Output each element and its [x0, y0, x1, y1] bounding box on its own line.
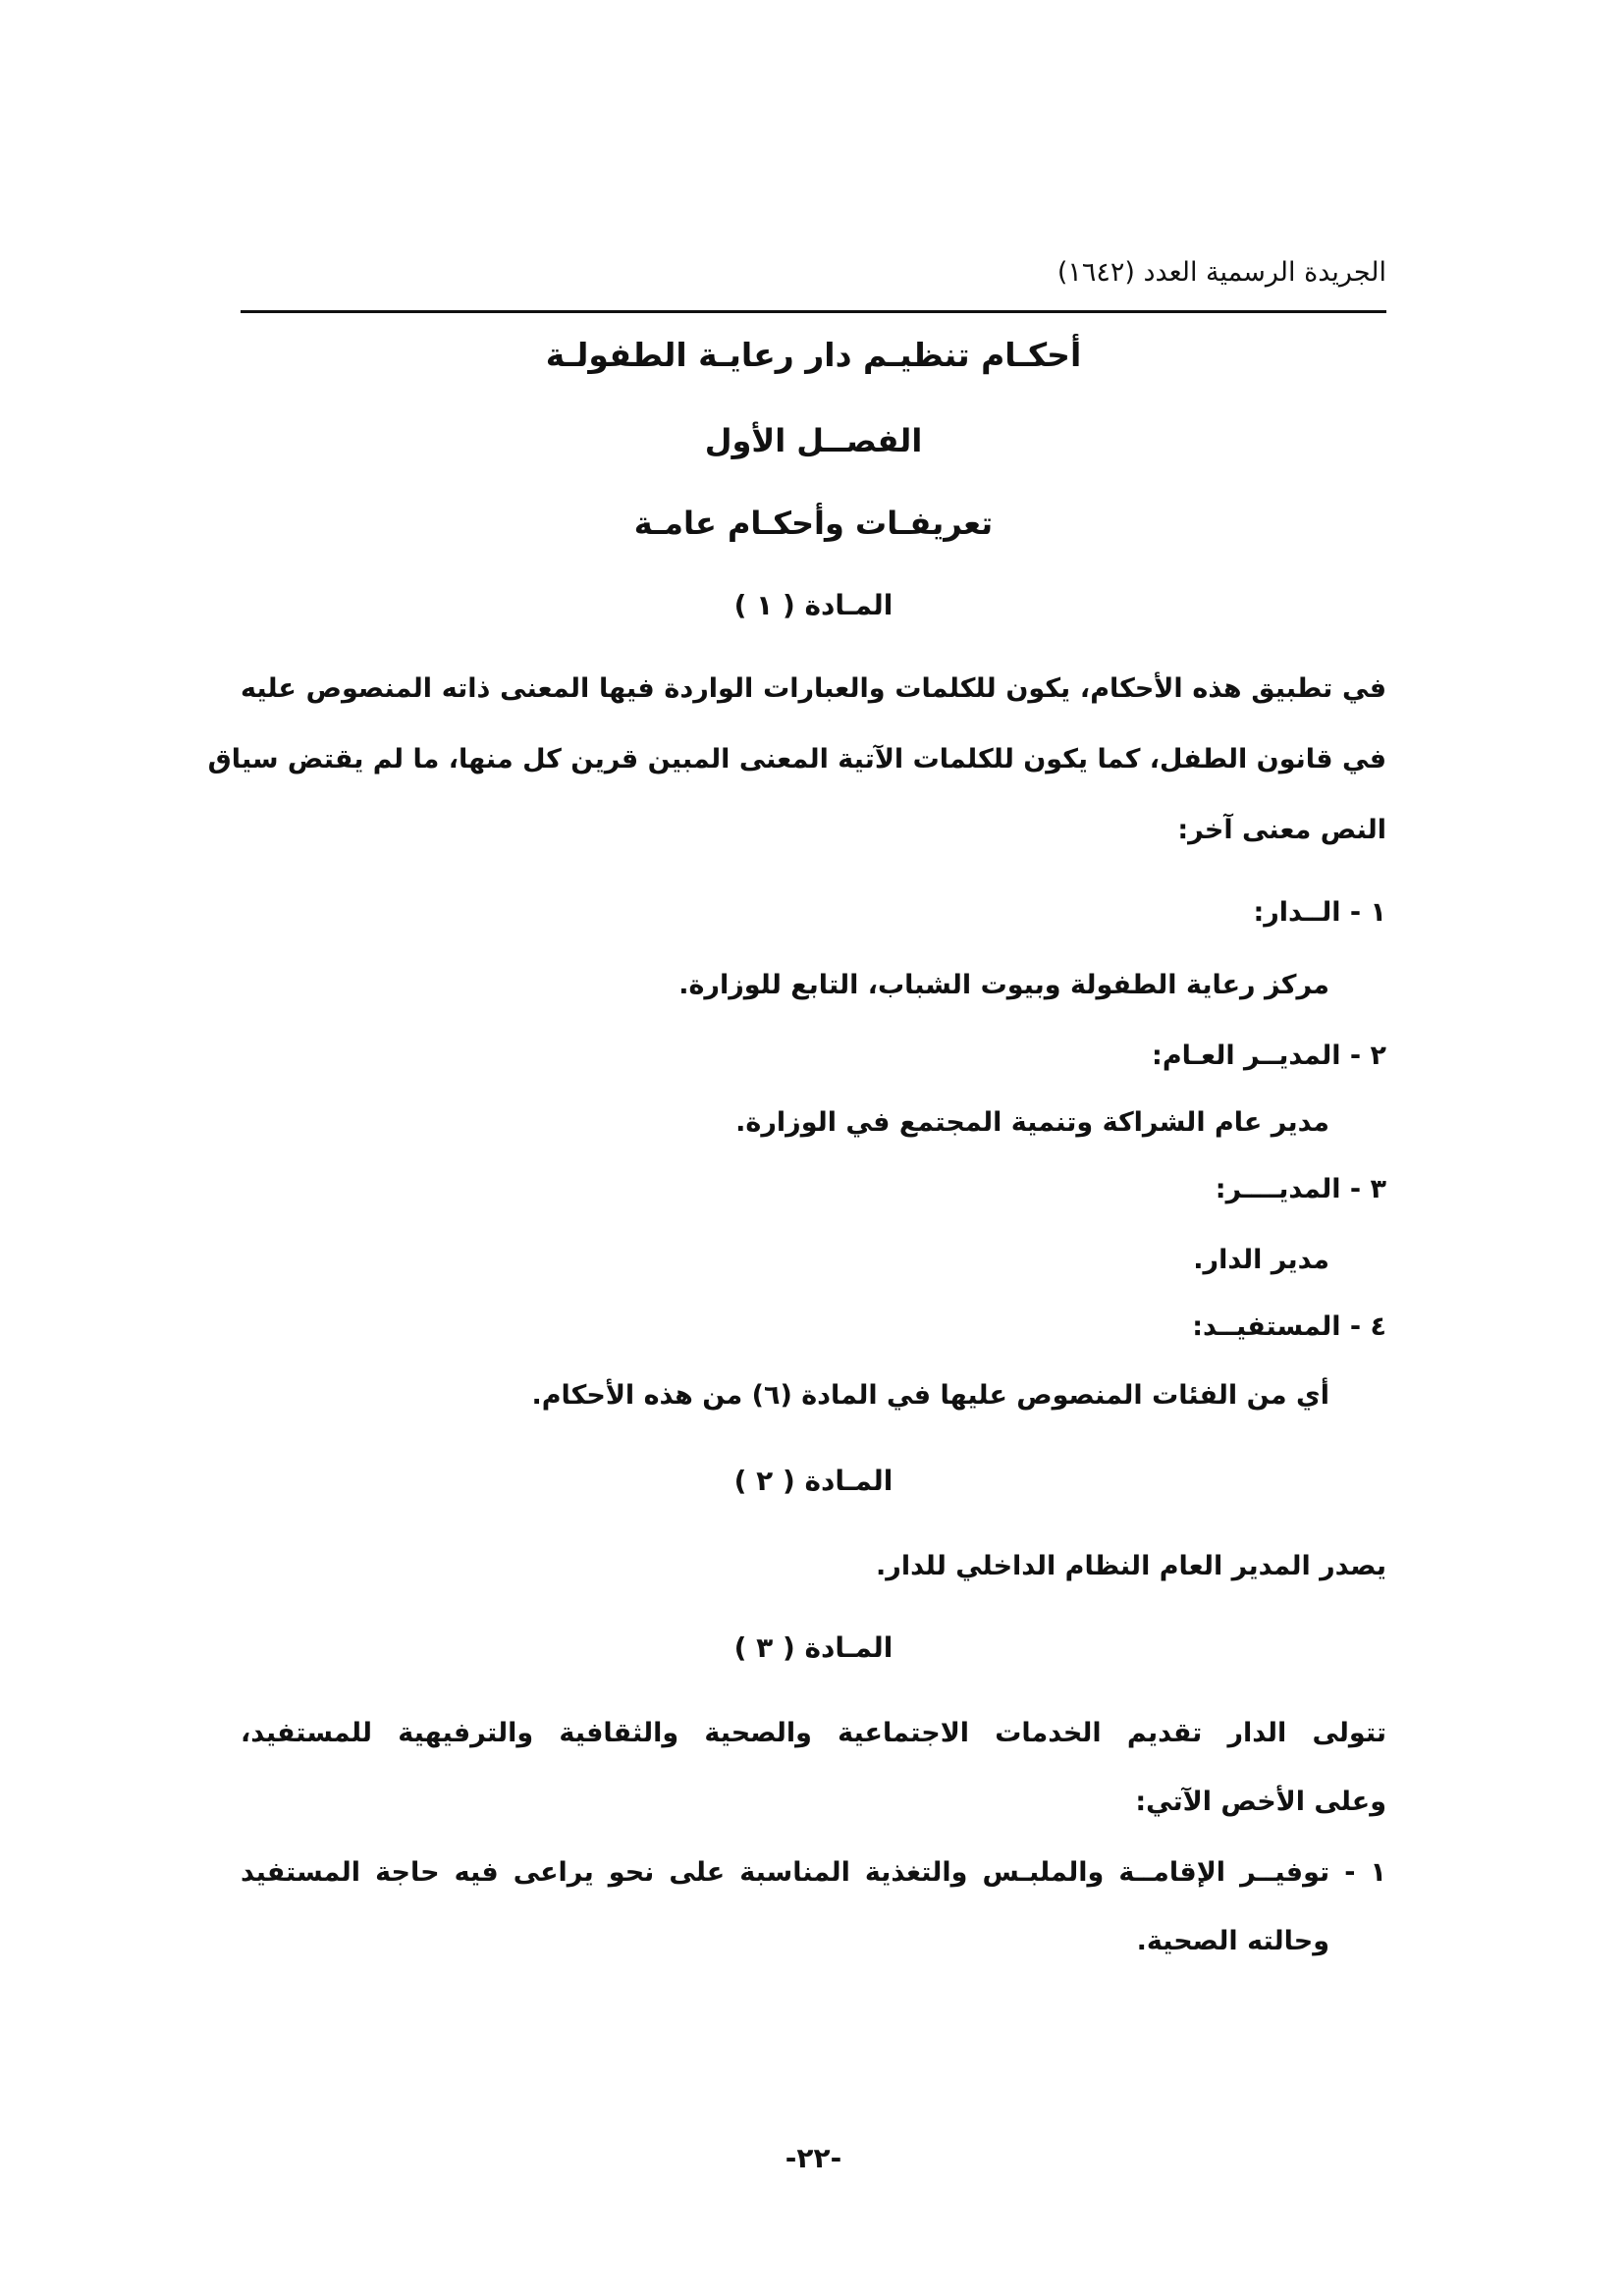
document-title: أحكـام تنظيـم دار رعايـة الطفولـة [545, 336, 1082, 374]
article-1-line-1: في تطبيق هذه الأحكام، يكون للكلمات والعبارات الواردة فيها المعنى ذاته المنصوص عليه [241, 673, 1386, 704]
definition-meaning-3: مدير الدار. [1193, 1245, 1329, 1275]
page-number: -٢٢- [785, 2142, 842, 2174]
definition-term-2: ٢ - المديــر العـام: [1152, 1041, 1386, 1071]
article-1-line-2: في قانون الطفل، كما يكون للكلمات الآتية المعنى المبين قرين كل منها، ما لم يقتض سياق [207, 744, 1386, 774]
article-3-item-1-line-1: ١ - توفيــر الإقامــة والملبـس والتغذية المناسبة على نحو يراعى فيه حاجة المستفيد [241, 1857, 1386, 1888]
article-2-heading: المـادة ( ٢ ) [733, 1465, 893, 1497]
definition-term-4: ٤ - المستفيــد: [1192, 1311, 1386, 1342]
chapter-heading: الفصــل الأول [704, 422, 923, 459]
definition-meaning-4: أي من الفئات المنصوص عليها في المادة (٦) من هذه الأحكام. [531, 1380, 1329, 1411]
article-2-text: يصدر المدير العام النظام الداخلي للدار. [876, 1551, 1386, 1581]
article-1-line-3: النص معنى آخر: [1177, 815, 1386, 845]
definition-meaning-2: مدير عام الشراكة وتنمية المجتمع في الوزارة. [735, 1107, 1329, 1138]
chapter-subtitle: تعريفـات وأحكـام عامـة [633, 505, 994, 542]
definition-meaning-1: مركز رعاية الطفولة وبيوت الشباب، التابع للوزارة. [678, 970, 1329, 1000]
article-3-line-1: تتولى الدار تقديم الخدمات الاجتماعية والصحية والثقافية والترفيهية للمستفيد، [241, 1718, 1386, 1748]
article-3-heading: المـادة ( ٣ ) [733, 1631, 893, 1664]
article-3-item-1-line-2: وحالته الصحية. [1136, 1926, 1329, 1956]
gazette-header: الجريدة الرسمية العدد (١٦٤٢) [1056, 257, 1386, 288]
definition-term-3: ٣ - المديــــر: [1215, 1174, 1386, 1204]
header-rule [241, 310, 1386, 313]
definition-term-1: ١ - الــدار: [1253, 897, 1386, 928]
article-3-line-2: وعلى الأخص الآتي: [1135, 1787, 1386, 1817]
article-1-heading: المـادة ( ١ ) [733, 589, 893, 621]
